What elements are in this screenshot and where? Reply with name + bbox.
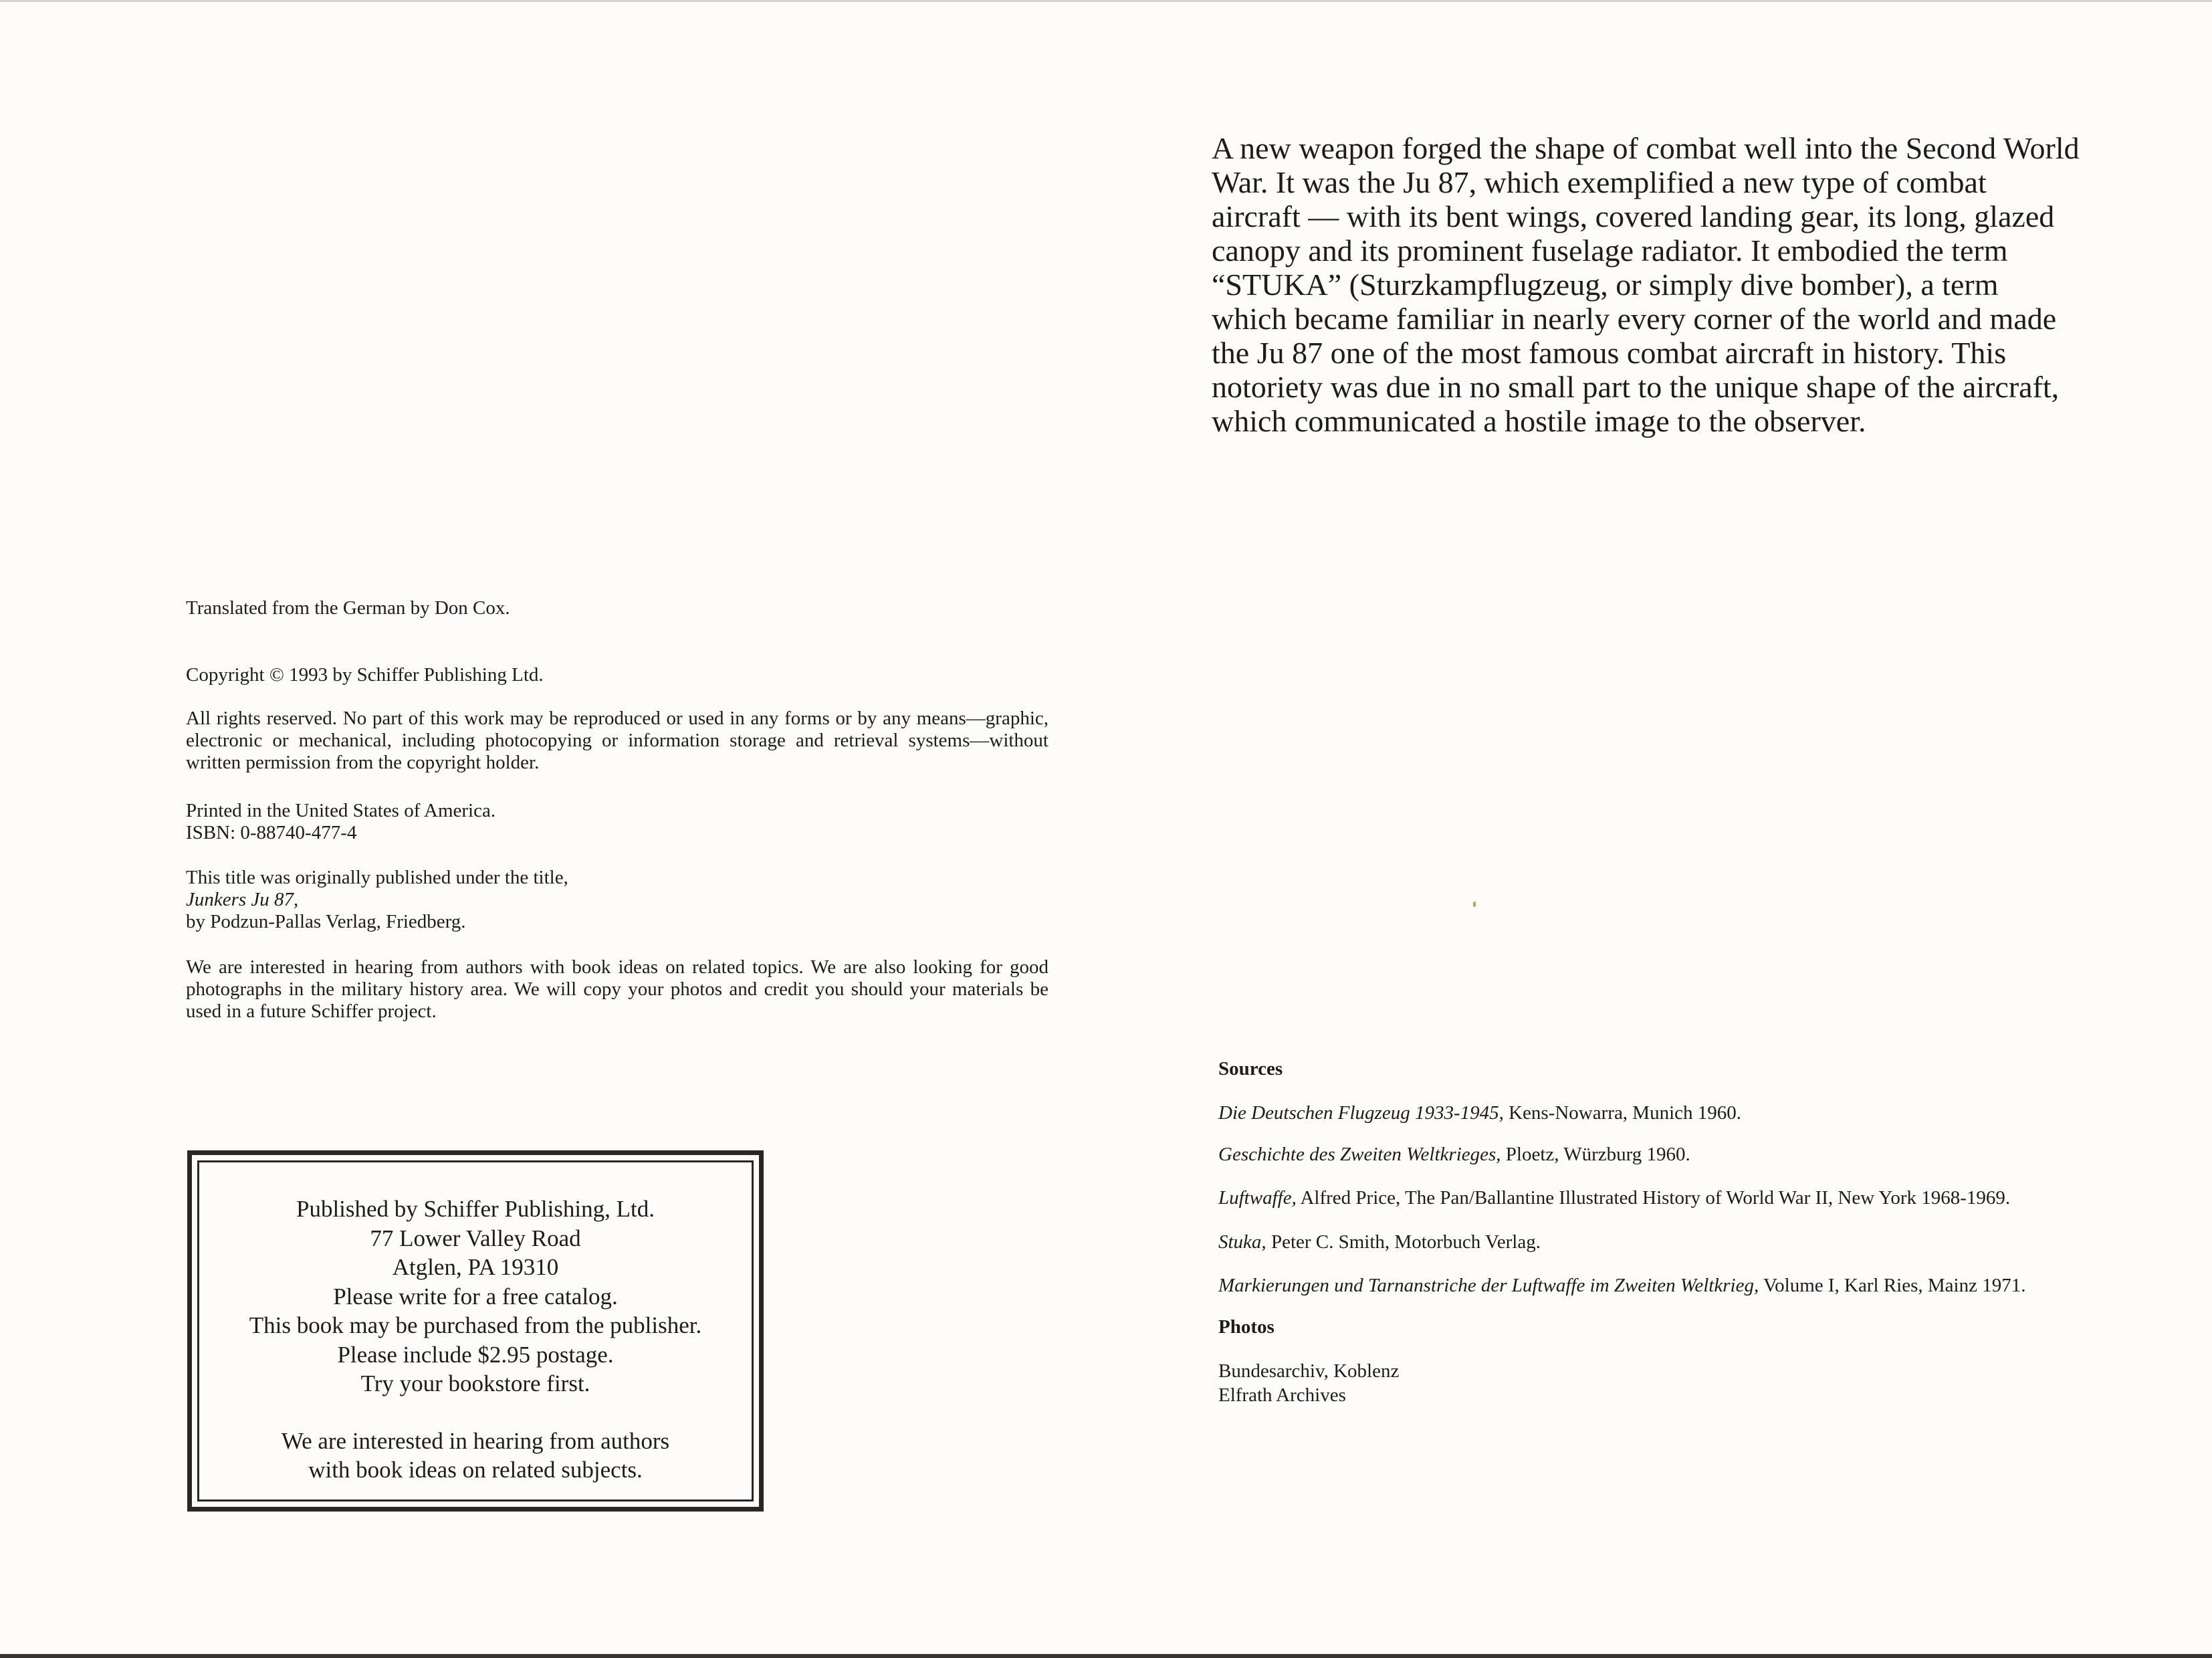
publisher-footer-line: with book ideas on related subjects. bbox=[308, 1457, 643, 1483]
original-publisher: by Podzun-Pallas Verlag, Friedberg. bbox=[186, 911, 466, 932]
source-title: Die Deutschen Flugzeug 1933-1945, bbox=[1218, 1102, 1504, 1124]
source-item bbox=[1218, 1101, 2088, 1125]
publisher-line: Atglen, PA 19310 bbox=[392, 1254, 559, 1280]
source-title: Geschichte des Zweiten Weltkrieges, bbox=[1218, 1144, 1501, 1165]
photo-credit: Elfrath Archives bbox=[1218, 1384, 1346, 1406]
original-title-intro: This title was originally published under the title, bbox=[186, 867, 568, 888]
publisher-line: Please write for a free catalog. bbox=[333, 1283, 618, 1310]
sources-heading: Sources bbox=[1218, 1058, 1283, 1079]
paper-speck bbox=[1473, 902, 1476, 907]
translated-line: Translated from the German by Don Cox. bbox=[186, 597, 510, 619]
publisher-box-inner bbox=[197, 1160, 754, 1501]
publisher-line: Try your bookstore first. bbox=[360, 1370, 590, 1396]
source-item bbox=[1218, 1230, 2088, 1254]
source-title: Markierungen und Tarnanstriche der Luftwaffe im Zweiten Weltkrieg, bbox=[1218, 1275, 1759, 1296]
source-item bbox=[1218, 1184, 2081, 1213]
publisher-line: Please include $2.95 postage. bbox=[337, 1341, 614, 1368]
printed-line: Printed in the United States of America. bbox=[186, 800, 496, 821]
source-details: Ploetz, Würzburg 1960. bbox=[1505, 1144, 1690, 1165]
source-details: Kens-Nowarra, Munich 1960. bbox=[1509, 1102, 1742, 1124]
source-details: Alfred Price, The Pan/Ballantine Illustrated History of World War II, New York 1968-1969. bbox=[1300, 1187, 2011, 1209]
colophon-printed bbox=[186, 800, 1048, 844]
isbn-line: ISBN: 0-88740-477-4 bbox=[186, 822, 357, 843]
page-bottom-edge bbox=[0, 1654, 2212, 1658]
colophon-rights bbox=[186, 708, 1048, 774]
publisher-line: This book may be purchased from the publisher. bbox=[249, 1312, 702, 1338]
original-title: Junkers Ju 87, bbox=[186, 889, 299, 910]
source-item bbox=[1218, 1271, 2081, 1300]
colophon-copyright bbox=[186, 664, 1048, 686]
authors-note: We are interested in hearing from authors with book ideas on related topics. We are also looking for good photographs in the military history area. We will copy your photos and credit you should your materials be used in a future Schiffer project. bbox=[186, 956, 1048, 1022]
copyright-line: Copyright © 1993 by Schiffer Publishing Ltd. bbox=[186, 664, 544, 686]
source-details: Peter C. Smith, Motorbuch Verlag. bbox=[1270, 1231, 1541, 1253]
photos-heading: Photos bbox=[1218, 1316, 1275, 1338]
photo-credit: Bundesarchiv, Koblenz bbox=[1218, 1360, 1400, 1382]
intro-paragraph bbox=[1212, 131, 2081, 438]
colophon-translated bbox=[186, 597, 1048, 619]
source-details: Volume I, Karl Ries, Mainz 1971. bbox=[1763, 1275, 2026, 1296]
intro-text: A new weapon forged the shape of combat well into the Second World War. It was the Ju 87, which exemplified a new type of combat aircraft — with its bent wings, covered landing gear, its long, glazed canopy and its prominent fuselage radiator. It embodied the term “STUKA” (Sturzkampflugzeug, or simply dive bomber), a term which became familiar in nearly every corner of the world and made the Ju 87 one of the most famous combat aircraft in history. This notoriety was due in no small part to the unique shape of the aircraft, which communicated a hostile image to the observer. bbox=[1212, 131, 2080, 438]
colophon-authors-note bbox=[186, 956, 1048, 1023]
source-title: Luftwaffe, bbox=[1218, 1187, 1297, 1209]
page-top-edge bbox=[0, 0, 2212, 2]
colophon-original-title bbox=[186, 867, 1048, 933]
publisher-box bbox=[187, 1150, 764, 1512]
sources-section bbox=[1218, 1057, 2088, 1407]
source-item bbox=[1218, 1142, 2088, 1166]
source-title: Stuka, bbox=[1218, 1231, 1266, 1253]
publisher-line: 77 Lower Valley Road bbox=[370, 1225, 581, 1251]
publisher-line: Published by Schiffer Publishing, Ltd. bbox=[296, 1196, 655, 1222]
rights-paragraph: All rights reserved. No part of this work may be reproduced or used in any forms or by any means—graphic, electronic or mechanical, including photocopying or information storage and retrieval systems—without written permission from the copyright holder. bbox=[186, 708, 1048, 773]
publisher-footer-line: We are interested in hearing from authors bbox=[281, 1427, 670, 1454]
